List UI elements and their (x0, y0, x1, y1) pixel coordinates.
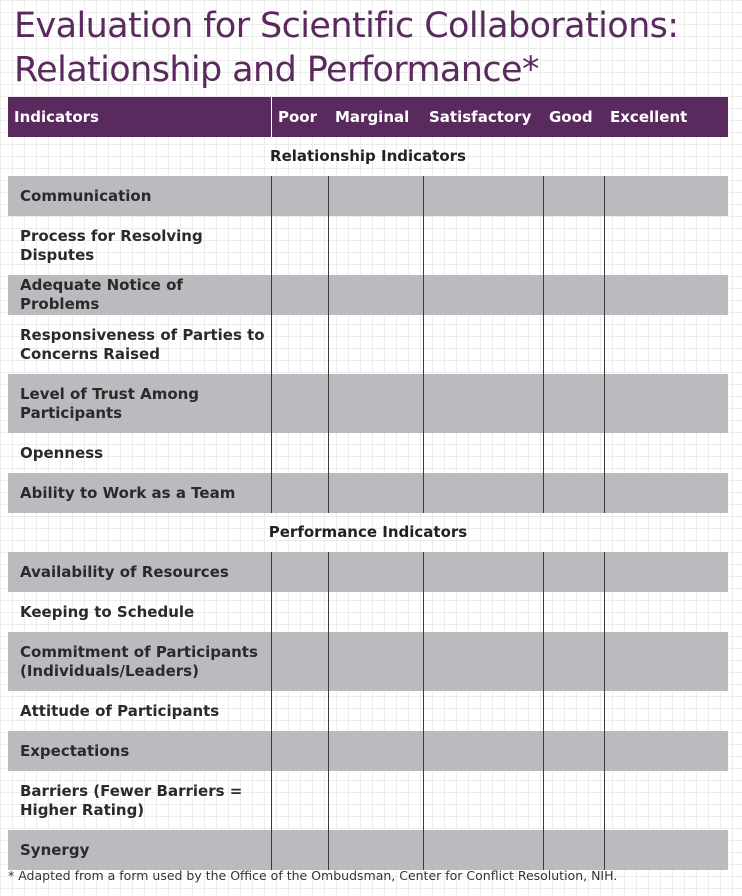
column-divider (604, 632, 605, 691)
column-divider (423, 552, 424, 592)
column-divider (543, 771, 544, 830)
header-poor: Poor (278, 108, 318, 126)
column-divider (604, 176, 605, 216)
indicator-label: Expectations (20, 741, 130, 760)
column-divider (328, 216, 329, 275)
column-divider (604, 691, 605, 731)
column-divider (328, 473, 329, 513)
column-divider (543, 374, 544, 433)
table-header (8, 97, 728, 137)
column-divider (328, 771, 329, 830)
column-divider (543, 315, 544, 374)
column-divider (604, 771, 605, 830)
indicator-label: Barriers (Fewer Barriers = Higher Rating) (20, 781, 243, 819)
table-row (8, 632, 728, 691)
table-body (8, 137, 728, 870)
column-divider (328, 691, 329, 731)
column-divider (423, 771, 424, 830)
indicator-label: Responsiveness of Parties to Concerns Raised (20, 325, 265, 363)
column-divider (328, 592, 329, 632)
column-divider (271, 275, 272, 315)
column-divider (543, 216, 544, 275)
indicator-label: Keeping to Schedule (20, 602, 195, 621)
column-divider (328, 275, 329, 315)
page-title (14, 4, 734, 92)
column-divider (604, 592, 605, 632)
column-divider (543, 731, 544, 771)
section-heading-relationship-indicators: Relationship Indicators (270, 147, 466, 165)
column-divider (604, 374, 605, 433)
column-divider (604, 216, 605, 275)
table-row (8, 552, 728, 592)
column-divider (543, 592, 544, 632)
header-excellent: Excellent (610, 108, 688, 126)
column-divider (543, 632, 544, 691)
column-divider (604, 731, 605, 771)
column-divider (423, 473, 424, 513)
indicator-label: Adequate Notice of Problems (20, 276, 183, 313)
column-divider (328, 830, 329, 870)
column-divider (543, 691, 544, 731)
table-row (8, 176, 728, 216)
table-row (8, 374, 728, 433)
column-divider (604, 433, 605, 473)
footnote: * Adapted from a form used by the Office of the Ombudsman, Center for Conflict Resolution, NIH. (8, 868, 618, 883)
column-divider (543, 433, 544, 473)
column-divider (423, 374, 424, 433)
column-divider (423, 433, 424, 473)
indicator-label: Level of Trust Among Participants (20, 384, 200, 422)
column-divider (328, 374, 329, 433)
column-divider (271, 830, 272, 870)
column-divider (271, 473, 272, 513)
column-divider (328, 176, 329, 216)
column-divider (423, 830, 424, 870)
column-divider (543, 830, 544, 870)
column-divider (271, 176, 272, 216)
table-row (8, 433, 728, 473)
column-divider (271, 315, 272, 374)
column-divider (423, 592, 424, 632)
column-divider (271, 771, 272, 830)
header-satisfactory: Satisfactory (429, 108, 532, 126)
indicator-label: Commitment of Participants (Individuals/Leaders) (20, 642, 258, 680)
title-line-2: Relationship and Performance* (14, 50, 539, 90)
column-divider (328, 731, 329, 771)
indicator-label: Availability of Resources (20, 562, 229, 581)
column-divider (423, 216, 424, 275)
header-good: Good (549, 108, 593, 126)
table-row (8, 473, 728, 513)
column-divider (423, 632, 424, 691)
column-divider (423, 691, 424, 731)
indicator-label: Attitude of Participants (20, 701, 220, 720)
column-divider (328, 632, 329, 691)
column-divider (328, 315, 329, 374)
column-divider (271, 552, 272, 592)
indicator-label: Openness (20, 443, 104, 462)
column-divider (543, 275, 544, 315)
column-divider (543, 552, 544, 592)
column-divider (271, 632, 272, 691)
column-divider (604, 552, 605, 592)
header-indicators: Indicators (14, 108, 99, 126)
indicator-label: Process for Resolving Disputes (20, 226, 203, 264)
table-row (8, 216, 728, 275)
column-divider (543, 176, 544, 216)
table-row (8, 315, 728, 374)
column-divider (604, 315, 605, 374)
section-heading-performance-indicators: Performance Indicators (268, 523, 468, 541)
table-row (8, 592, 728, 632)
column-divider (423, 275, 424, 315)
column-divider (543, 473, 544, 513)
column-divider (604, 830, 605, 870)
table-row (8, 691, 728, 731)
indicator-label: Ability to Work as a Team (20, 483, 236, 502)
column-divider (271, 731, 272, 771)
column-divider (423, 731, 424, 771)
header-marginal: Marginal (335, 108, 410, 126)
indicator-label: Communication (20, 186, 152, 205)
column-divider (604, 275, 605, 315)
title-line-1: Evaluation for Scientific Collaborations: (14, 6, 679, 46)
column-divider (604, 473, 605, 513)
indicator-label: Synergy (20, 840, 90, 859)
table-row (8, 275, 728, 315)
table-row (8, 771, 728, 830)
table-row (8, 830, 728, 870)
column-divider (328, 433, 329, 473)
header-divider (271, 97, 272, 137)
column-divider (271, 216, 272, 275)
column-divider (423, 315, 424, 374)
column-divider (328, 552, 329, 592)
column-divider (271, 433, 272, 473)
column-divider (271, 592, 272, 632)
column-divider (271, 691, 272, 731)
table-row (8, 731, 728, 771)
column-divider (423, 176, 424, 216)
evaluation-table (8, 97, 728, 870)
column-divider (271, 374, 272, 433)
